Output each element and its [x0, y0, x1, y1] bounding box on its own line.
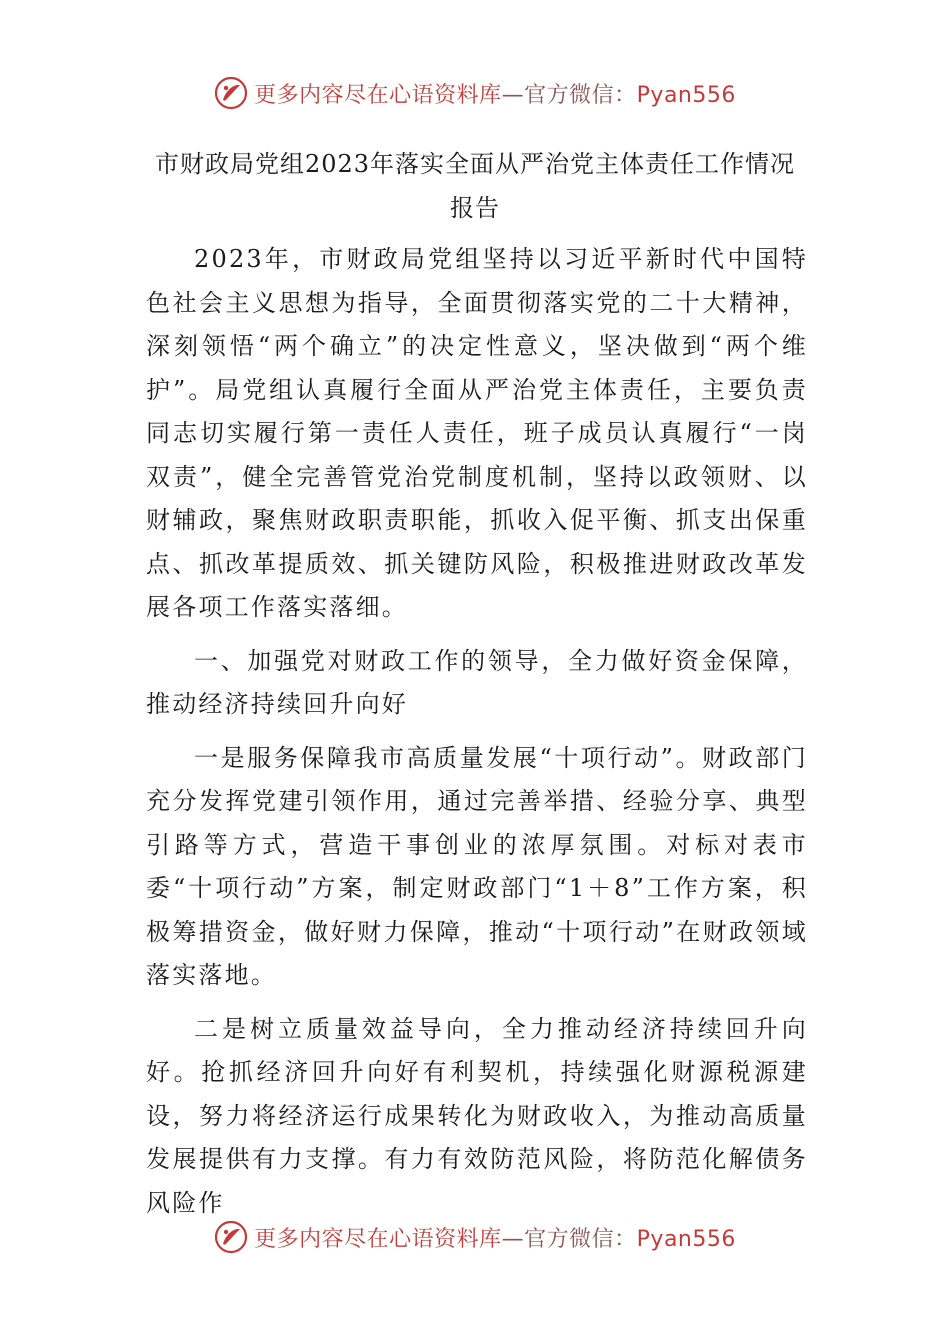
paragraph-item-1: 一是服务保障我市高质量发展“十项行动”。财政部门充分发挥党建引领作用，通过完善举措、经验分享、典型引路等方式，营造干事创业的浓厚氛围。对标对表市委“十项行动”方案，制定财政部门“1＋8”工作方案，积极筹措资金，做好财力保障，推动“十项行动”在财政领域落实落地。 [146, 743, 808, 989]
paragraph-intro: 2023年，市财政局党组坚持以习近平新时代中国特色社会主义思想为指导，全面贯彻落实党的二十大精神，深刻领悟“两个确立”的决定性意义，坚决做到“两个维护”。局党组认真履行全面从严治党主体责任，主要负责同志切实履行第一责任人责任，班子成员认真履行“一岗双责”，健全完善管党治党制度机制，坚持以政领财、以财辅政，聚焦财政职责职能，抓收入促平衡、抓支出保重点、抓改革提质效、抓关键防风险，积极推进财政改革发展各项工作落实落细。 [146, 245, 808, 621]
watermark-dash: — [501, 82, 525, 108]
brand-logo-icon [214, 1220, 248, 1254]
watermark-site-text: 更多内容尽在心语资料库 [254, 1226, 502, 1252]
watermark-contact-id: Pyan556 [636, 82, 736, 108]
watermark-banner-top [0, 70, 950, 116]
watermark-text [254, 1222, 736, 1253]
watermark-contact-label: 官方微信： [524, 1226, 637, 1252]
watermark-contact-label: 官方微信： [524, 82, 637, 108]
section-heading-1: 一、加强党对财政工作的领导，全力做好资金保障，推动经济持续回升向好 [146, 646, 808, 718]
watermark-site-text: 更多内容尽在心语资料库 [254, 82, 502, 108]
brand-logo-icon [214, 76, 248, 110]
document-title-line2: 报告 [450, 194, 500, 222]
watermark-text [254, 78, 736, 109]
watermark-dash: — [501, 1226, 525, 1252]
document-title-line1: 市财政局党组2023年落实全面从严治党主体责任工作情况 [154, 150, 796, 178]
watermark-banner-bottom [0, 1214, 950, 1260]
document-body [146, 238, 808, 1233]
paragraph-item-2: 二是树立质量效益导向，全力推动经济持续回升向好。抢抓经济回升向好有利契机，持续强化财源税源建设，努力将经济运行成果转化为财政收入，为推动高质量发展提供有力支撑。有力有效防范风险，将防范化解债务风险作 [146, 1014, 808, 1217]
watermark-contact-id: Pyan556 [636, 1226, 736, 1252]
